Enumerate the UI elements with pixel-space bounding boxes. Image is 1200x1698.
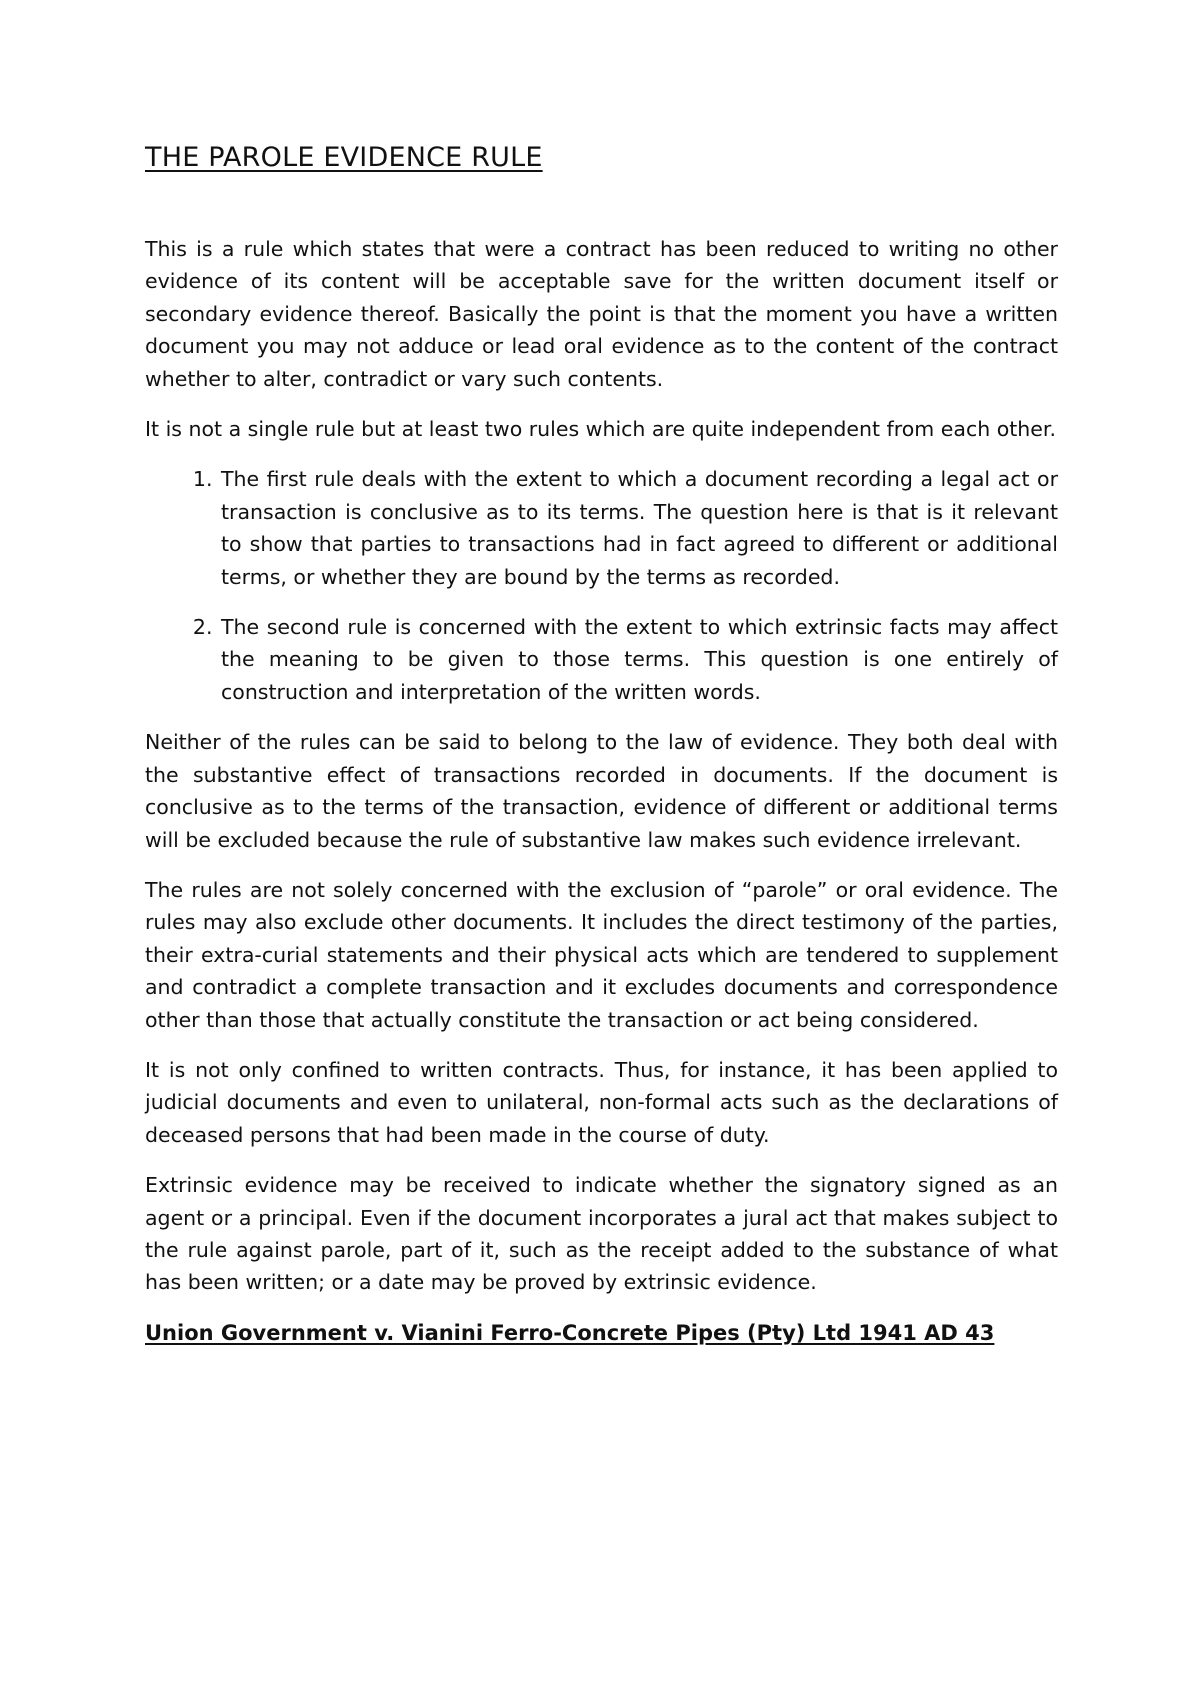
paragraph-definition: This is a rule which states that were a contract has been reduced to writing no other evidence of its content will be acceptable save for the written document itself or secondary evidence thereof. Basically the point is that the moment you have a written document you may not adduce or lead oral evidence as to the content of the contract whether to alter, contradict or vary such contents. [145, 237, 1058, 391]
paragraph-written-contracts: It is not only confined to written contracts. Thus, for instance, it has been applied to judicial documents and even to unilateral, non-formal acts such as the declarations of deceased persons that had been made in the course of duty. [145, 1057, 1058, 1147]
rules-list [145, 463, 1058, 708]
document-page [145, 142, 1058, 1349]
paragraph-substantive-effect: Neither of the rules can be said to belong to the law of evidence. They both deal with the substantive effect of transactions recorded in documents. If the document is conclusive as to the terms of the transaction, evidence of different or additional terms will be excluded because the rule of substantive law makes such evidence irrelevant. [145, 730, 1058, 852]
paragraph-extrinsic-evidence: Extrinsic evidence may be received to indicate whether the signatory signed as an agent or a principal. Even if the document incorporates a jural act that makes subject to the rule against parole, part of it, such as the receipt added to the substance of what has been written; or a date may be proved by extrinsic evidence. [145, 1173, 1058, 1295]
paragraph-exclusion: The rules are not solely concerned with the exclusion of “parole” or oral evidence. The rules may also exclude other documents. It includes the direct testimony of the parties, their extra-curial statements and their physical acts which are tendered to supplement and contradict a complete transaction and it excludes documents and correspondence other than those that actually constitute the transaction or act being considered. [145, 877, 1058, 1032]
list-item-first-rule: 1. The first rule deals with the extent to which a document recording a legal act or transaction is conclusive as to its terms. The question here is that is it relevant to show that parties to transactions had in fact agreed to different or additional terms, or whether they are bound by the terms as recorded. [219, 463, 1058, 593]
list-item-second-rule: 2. The second rule is concerned with the extent to which extrinsic facts may affect the meaning to be given to those terms. This question is one entirely of construction and interpretation of the written words. [219, 611, 1058, 708]
document-title: THE PAROLE EVIDENCE RULE [145, 142, 543, 173]
paragraph-two-rules: It is not a single rule but at least two rules which are quite independent from each other. [145, 417, 1056, 442]
case-citation: Union Government v. Vianini Ferro-Concrete Pipes (Pty) Ltd 1941 AD 43 [145, 1320, 995, 1345]
